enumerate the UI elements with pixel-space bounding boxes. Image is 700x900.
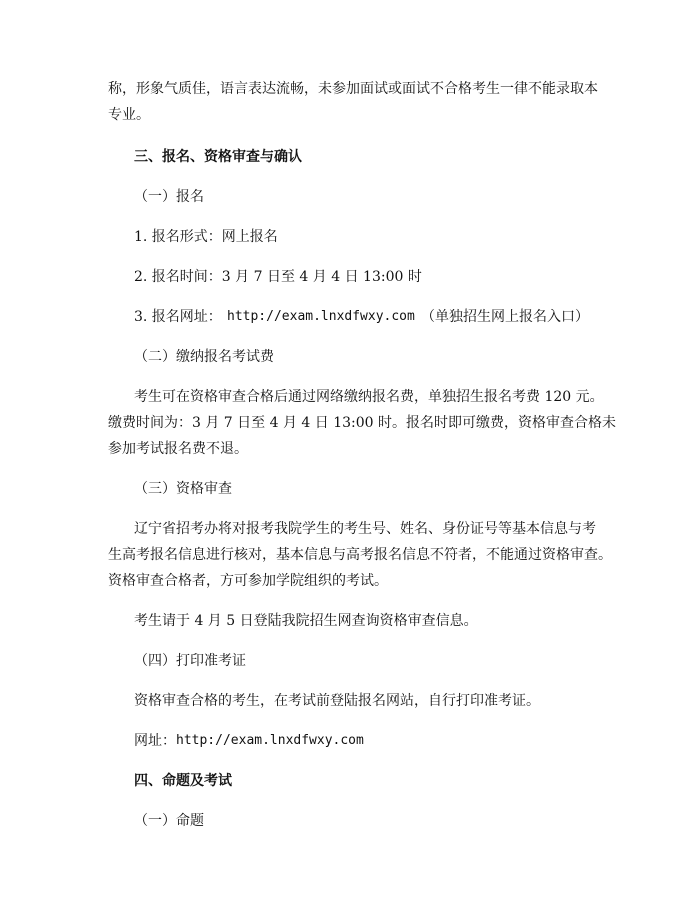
section-heading-3: 三、报名、资格审查与确认 bbox=[134, 149, 302, 165]
paragraph-line: 称，形象气质佳，语言表达流畅，未参加面试或面试不合格考生一律不能录取本 bbox=[108, 81, 598, 97]
list-item-time: 2. 报名时间：3 月 7 日至 4 月 4 日 13:00 时 bbox=[134, 269, 422, 285]
list-item-form: 1. 报名形式：网上报名 bbox=[134, 229, 278, 245]
registration-url-note: （单独招生网上报名入口） bbox=[421, 309, 589, 325]
section-heading-4: 四、命题及考试 bbox=[134, 773, 232, 789]
paragraph-line: 缴费时间为：3 月 7 日至 4 月 4 日 13:00 时。报名时即可缴费，资格审查合格未 bbox=[108, 415, 617, 431]
paragraph-line: 资格审查合格的考生，在考试前登陆报名网站，自行打印准考证。 bbox=[134, 693, 540, 709]
subheading-qualification: （三）资格审查 bbox=[134, 481, 232, 497]
registration-url-link[interactable]: http://exam.lnxdfwxy.com bbox=[227, 309, 415, 324]
paragraph-line: 考生可在资格审查合格后通过网络缴纳报名费，单独招生报名考费 120 元。 bbox=[134, 389, 604, 405]
paragraph-line: 生高考报名信息进行核对，基本信息与高考报名信息不符者，不能通过资格审查。 bbox=[108, 547, 612, 563]
website-url-link[interactable]: http://exam.lnxdfwxy.com bbox=[176, 733, 364, 748]
subheading-registration: （一）报名 bbox=[134, 189, 204, 205]
paragraph-line: 考生请于 4 月 5 日登陆我院招生网查询资格审查信息。 bbox=[134, 613, 478, 629]
paragraph-line: 辽宁省招考办将对报考我院学生的考生号、姓名、身份证号等基本信息与考 bbox=[134, 521, 596, 537]
paragraph-line: 参加考试报名费不退。 bbox=[108, 441, 248, 457]
paragraph-line: 资格审查合格者，方可参加学院组织的考试。 bbox=[108, 573, 388, 589]
paragraph-line: 专业。 bbox=[108, 107, 150, 123]
subheading-admission-ticket: （四）打印准考证 bbox=[134, 653, 246, 669]
website-label: 网址： bbox=[134, 733, 176, 749]
list-item-url-label: 3. 报名网址： bbox=[134, 309, 222, 325]
subheading-proposition: （一）命题 bbox=[134, 813, 204, 829]
subheading-fee: （二）缴纳报名考试费 bbox=[134, 349, 274, 365]
